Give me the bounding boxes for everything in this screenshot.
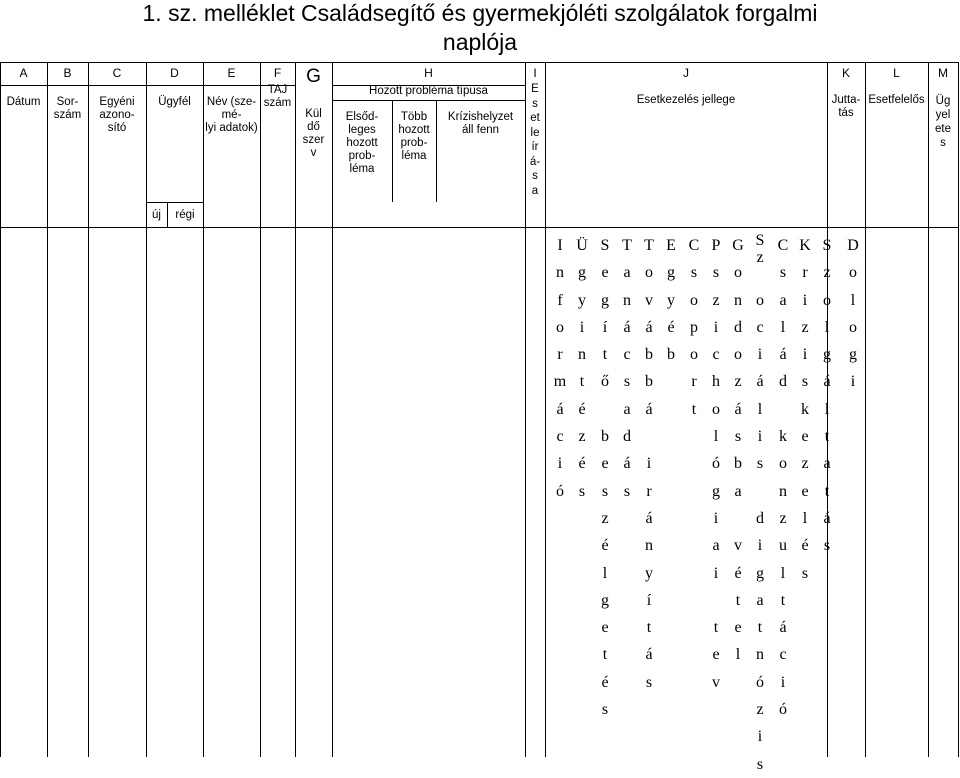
vertical-letter: á — [779, 619, 787, 637]
vertical-letter: d — [623, 428, 631, 446]
vertical-letter: s — [734, 428, 742, 446]
header-case-handling: Esetkezelés jellege — [636, 94, 736, 106]
vertical-letter: í — [646, 591, 652, 609]
vertical-letter: e — [801, 482, 809, 500]
vertical-letter: o — [849, 264, 857, 282]
vertical-letter: i — [780, 673, 786, 691]
vertical-letter: r — [802, 264, 808, 282]
vertical-letter: á — [645, 646, 653, 664]
vertical-letter: c — [623, 346, 631, 364]
header-sender: Kül dő szer v — [302, 108, 325, 159]
service-type-vertical-label — [727, 232, 749, 669]
vertical-letter: a — [756, 591, 764, 609]
vertical-letter: v — [712, 673, 720, 691]
vertical-letter: e — [601, 455, 609, 473]
vertical-letter: l — [757, 400, 763, 418]
header-bottom-border — [0, 227, 958, 228]
service-type-vertical-label — [616, 232, 638, 505]
header-case-description: E s et le ír á- s a — [529, 83, 541, 197]
vertical-letter: m — [553, 373, 567, 391]
vertical-letter: s — [779, 264, 787, 282]
vertical-letter: i — [579, 318, 585, 336]
vertical-letter: n — [623, 291, 631, 309]
header-allowance: Jutta- tás — [831, 94, 861, 119]
vertical-letter: o — [645, 264, 653, 282]
vertical-letter: D — [847, 237, 859, 254]
vertical-letter: z — [801, 318, 809, 336]
column-divider — [203, 62, 204, 757]
vertical-letter: i — [713, 509, 719, 527]
service-type-vertical-label — [772, 232, 794, 723]
vertical-letter: l — [850, 291, 856, 309]
vertical-letter: I — [557, 237, 563, 254]
header-individual-id: Egyéni azono- sító — [99, 96, 135, 134]
vertical-letter: s — [601, 701, 609, 719]
column-divider — [958, 62, 959, 757]
vertical-letter: n — [734, 291, 742, 309]
vertical-letter: P — [711, 237, 721, 254]
k-divider — [865, 62, 866, 227]
vertical-letter: é — [801, 537, 809, 555]
vertical-letter: l — [780, 318, 786, 336]
vertical-letter: g — [578, 264, 586, 282]
vertical-letter: z — [779, 509, 787, 527]
vertical-letter: T — [644, 237, 654, 254]
vertical-letter: i — [757, 728, 763, 746]
vertical-letter: s — [623, 482, 631, 500]
vertical-letter: n — [578, 346, 586, 364]
column-divider — [146, 62, 147, 757]
vertical-letter: e — [734, 619, 742, 637]
vertical-letter: b — [645, 373, 653, 391]
vertical-letter: o — [823, 291, 831, 309]
vertical-letter: é — [601, 673, 609, 691]
vertical-letter: S z — [755, 232, 765, 266]
vertical-letter: i — [713, 564, 719, 582]
vertical-letter: e — [601, 264, 609, 282]
vertical-letter: á — [623, 318, 631, 336]
column-divider — [295, 62, 296, 757]
column-letter-k: K — [841, 66, 850, 80]
header-multiple-problems: Több hozott prob- léma — [398, 111, 430, 162]
vertical-letter: l — [713, 428, 719, 446]
vertical-letter: u — [779, 537, 787, 555]
vertical-letter: s — [756, 755, 764, 773]
column-letter-d: D — [170, 66, 179, 80]
vertical-letter: k — [779, 428, 787, 446]
vertical-letter: b — [601, 428, 609, 446]
header-problem-type: Hozott probléma típusa — [369, 85, 488, 97]
column-letter-c: C — [112, 66, 122, 80]
column-divider — [88, 62, 89, 757]
vertical-letter: G — [732, 237, 744, 254]
service-type-vertical-label — [842, 232, 864, 396]
service-type-vertical-label — [794, 232, 816, 587]
vertical-letter: s — [578, 482, 586, 500]
vertical-letter: n — [556, 264, 564, 282]
vertical-letter: b — [734, 455, 742, 473]
vertical-letter: E — [666, 237, 676, 254]
vertical-letter — [638, 423, 660, 450]
vertical-letter: t — [713, 619, 719, 637]
header-client-new: új — [152, 209, 161, 221]
vertical-letter: y — [667, 291, 675, 309]
service-type-vertical-label — [749, 232, 771, 778]
vertical-letter: i — [802, 346, 808, 364]
vertical-letter: s — [623, 373, 631, 391]
vertical-letter: t — [824, 428, 830, 446]
vertical-letter: y — [645, 564, 653, 582]
vertical-letter: l — [824, 318, 830, 336]
header-primary-problem: Elsőd- leges hozott prob- léma — [345, 111, 379, 175]
vertical-letter: ő — [601, 373, 609, 391]
vertical-letter: k — [801, 400, 809, 418]
table-top-border — [0, 62, 958, 63]
vertical-letter: o — [690, 291, 698, 309]
column-letter-l: L — [893, 66, 900, 80]
document-title-line2: naplója — [442, 29, 518, 55]
vertical-letter: l — [824, 400, 830, 418]
vertical-letter: C — [777, 237, 789, 254]
vertical-letter: o — [734, 346, 742, 364]
vertical-letter: t — [602, 646, 608, 664]
vertical-letter: t — [602, 346, 608, 364]
letter-row-border — [0, 85, 295, 86]
column-divider — [545, 62, 546, 757]
vertical-letter: t — [691, 400, 697, 418]
header-taj: TAJ szám — [263, 84, 292, 109]
column-letter-e: E — [227, 66, 236, 80]
service-type-vertical-label — [549, 232, 571, 505]
vertical-letter: d — [779, 373, 787, 391]
vertical-letter: y — [578, 291, 586, 309]
service-type-vertical-label — [705, 232, 727, 696]
column-letter-i: I — [533, 66, 537, 80]
vertical-letter: i — [757, 537, 763, 555]
vertical-letter: á — [556, 400, 564, 418]
vertical-letter: T — [622, 237, 632, 254]
vertical-letter — [749, 478, 771, 505]
vertical-letter: t — [757, 619, 763, 637]
vertical-letter: n — [645, 537, 653, 555]
header-serial-number: Sor- szám — [53, 96, 82, 121]
vertical-letter: á — [779, 346, 787, 364]
vertical-letter: á — [645, 400, 653, 418]
header-crisis: Krízishelyzet áll fenn — [447, 111, 514, 136]
header-case-officer: Esetfelelős — [868, 94, 925, 106]
vertical-letter: á — [645, 318, 653, 336]
vertical-letter: a — [712, 537, 720, 555]
vertical-letter: c — [556, 428, 564, 446]
vertical-letter: a — [623, 264, 631, 282]
vertical-letter: á — [623, 455, 631, 473]
vertical-letter: C — [688, 237, 700, 254]
vertical-letter: o — [734, 264, 742, 282]
vertical-letter: l — [780, 564, 786, 582]
vertical-letter: á — [645, 509, 653, 527]
vertical-letter: z — [601, 509, 609, 527]
client-split-border — [146, 202, 203, 203]
document-title-line1: 1. sz. melléklet Családsegítő és gyermekjóléti szolgálatok forgalmi — [142, 0, 818, 26]
vertical-letter: e — [712, 646, 720, 664]
vertical-letter: z — [823, 264, 831, 282]
vertical-letter: o — [849, 318, 857, 336]
vertical-letter — [594, 396, 616, 423]
vertical-letter: s — [645, 673, 653, 691]
vertical-letter: i — [757, 346, 763, 364]
header-client-case: Üg yel ete s — [935, 95, 951, 149]
vertical-letter: z — [734, 373, 742, 391]
vertical-letter: r — [691, 373, 697, 391]
column-letter-a: A — [19, 66, 28, 80]
vertical-letter: e — [601, 619, 609, 637]
vertical-letter: e — [801, 428, 809, 446]
vertical-letter: g — [849, 346, 857, 364]
vertical-letter: s — [601, 482, 609, 500]
vertical-letter: g — [756, 564, 764, 582]
column-divider — [47, 62, 48, 757]
vertical-letter: i — [646, 455, 652, 473]
vertical-letter: p — [690, 318, 698, 336]
header-client: Ügyfél — [158, 96, 191, 108]
vertical-letter: i — [802, 291, 808, 309]
vertical-letter: ó — [779, 701, 787, 719]
vertical-letter: ó — [756, 673, 764, 691]
vertical-letter: i — [713, 318, 719, 336]
service-type-vertical-label — [683, 232, 705, 423]
service-type-vertical-label — [638, 232, 660, 696]
vertical-letter: i — [557, 455, 563, 473]
vertical-letter: t — [780, 591, 786, 609]
vertical-letter: b — [645, 346, 653, 364]
vertical-letter: é — [667, 318, 675, 336]
vertical-letter: g — [712, 482, 720, 500]
vertical-letter: n — [756, 646, 764, 664]
column-letter-b: B — [63, 66, 72, 80]
vertical-letter: o — [690, 346, 698, 364]
vertical-letter: s — [712, 264, 720, 282]
vertical-letter: s — [801, 373, 809, 391]
vertical-letter — [705, 587, 727, 614]
vertical-letter: á — [734, 400, 742, 418]
vertical-letter: ó — [556, 482, 564, 500]
vertical-letter: v — [645, 291, 653, 309]
column-letter-f: F — [273, 66, 282, 80]
vertical-letter: l — [602, 564, 608, 582]
vertical-letter: s — [801, 564, 809, 582]
vertical-letter: é — [601, 537, 609, 555]
vertical-letter: c — [756, 318, 764, 336]
vertical-letter: l — [735, 646, 741, 664]
vertical-letter: a — [623, 400, 631, 418]
vertical-letter: é — [578, 455, 586, 473]
vertical-letter: r — [557, 346, 563, 364]
header-date: Dátum — [6, 96, 41, 108]
vertical-letter: d — [756, 509, 764, 527]
column-divider — [928, 62, 929, 757]
column-letter-j: J — [683, 66, 689, 80]
vertical-letter: á — [823, 373, 831, 391]
vertical-letter: f — [557, 291, 563, 309]
vertical-letter: t — [824, 482, 830, 500]
header-name: Név (sze- mé- lyi adatok) — [205, 96, 258, 134]
column-divider — [260, 62, 261, 757]
vertical-letter: á — [756, 373, 764, 391]
vertical-letter: o — [779, 455, 787, 473]
vertical-letter: é — [578, 400, 586, 418]
vertical-letter: d — [734, 318, 742, 336]
vertical-letter: é — [734, 564, 742, 582]
vertical-letter: g — [601, 291, 609, 309]
vertical-letter: z — [712, 291, 720, 309]
vertical-letter: o — [756, 291, 764, 309]
vertical-letter: t — [579, 373, 585, 391]
service-type-vertical-label — [571, 232, 593, 505]
header-client-old: régi — [175, 209, 195, 221]
vertical-letter: s — [690, 264, 698, 282]
vertical-letter: v — [734, 537, 742, 555]
vertical-letter: t — [735, 591, 741, 609]
vertical-letter: i — [757, 428, 763, 446]
vertical-letter: s — [756, 455, 764, 473]
vertical-letter: S — [822, 237, 832, 254]
vertical-letter: s — [823, 537, 831, 555]
service-type-vertical-label — [816, 232, 838, 560]
vertical-letter: z — [578, 428, 586, 446]
vertical-letter — [772, 396, 794, 423]
service-type-vertical-label — [594, 232, 616, 723]
vertical-letter: Ü — [576, 237, 588, 254]
column-letter-m: M — [938, 66, 948, 80]
vertical-letter: K — [799, 237, 811, 254]
vertical-letter: b — [667, 346, 675, 364]
vertical-letter: a — [823, 455, 831, 473]
vertical-letter: h — [712, 373, 720, 391]
vertical-letter: a — [734, 482, 742, 500]
vertical-letter: o — [712, 400, 720, 418]
vertical-letter: a — [779, 291, 787, 309]
service-type-vertical-label — [660, 232, 682, 368]
vertical-letter: z — [756, 701, 764, 719]
vertical-letter: i — [850, 373, 856, 391]
vertical-letter: S — [600, 237, 610, 254]
vertical-letter: r — [646, 482, 652, 500]
vertical-letter: g — [601, 591, 609, 609]
column-letter-g: G — [306, 66, 321, 87]
vertical-letter: ó — [712, 455, 720, 473]
vertical-letter: z — [801, 455, 809, 473]
h-subheader-border — [332, 100, 525, 101]
vertical-letter: c — [712, 346, 720, 364]
vertical-letter: g — [823, 346, 831, 364]
vertical-letter: í — [602, 318, 608, 336]
vertical-letter: g — [667, 264, 675, 282]
column-letter-h: H — [424, 66, 433, 80]
vertical-letter — [727, 505, 749, 532]
vertical-letter: á — [823, 509, 831, 527]
vertical-letter: o — [556, 318, 564, 336]
vertical-letter: c — [779, 646, 787, 664]
vertical-letter: l — [802, 509, 808, 527]
vertical-letter: n — [779, 482, 787, 500]
vertical-letter: t — [646, 619, 652, 637]
column-divider — [0, 62, 1, 757]
